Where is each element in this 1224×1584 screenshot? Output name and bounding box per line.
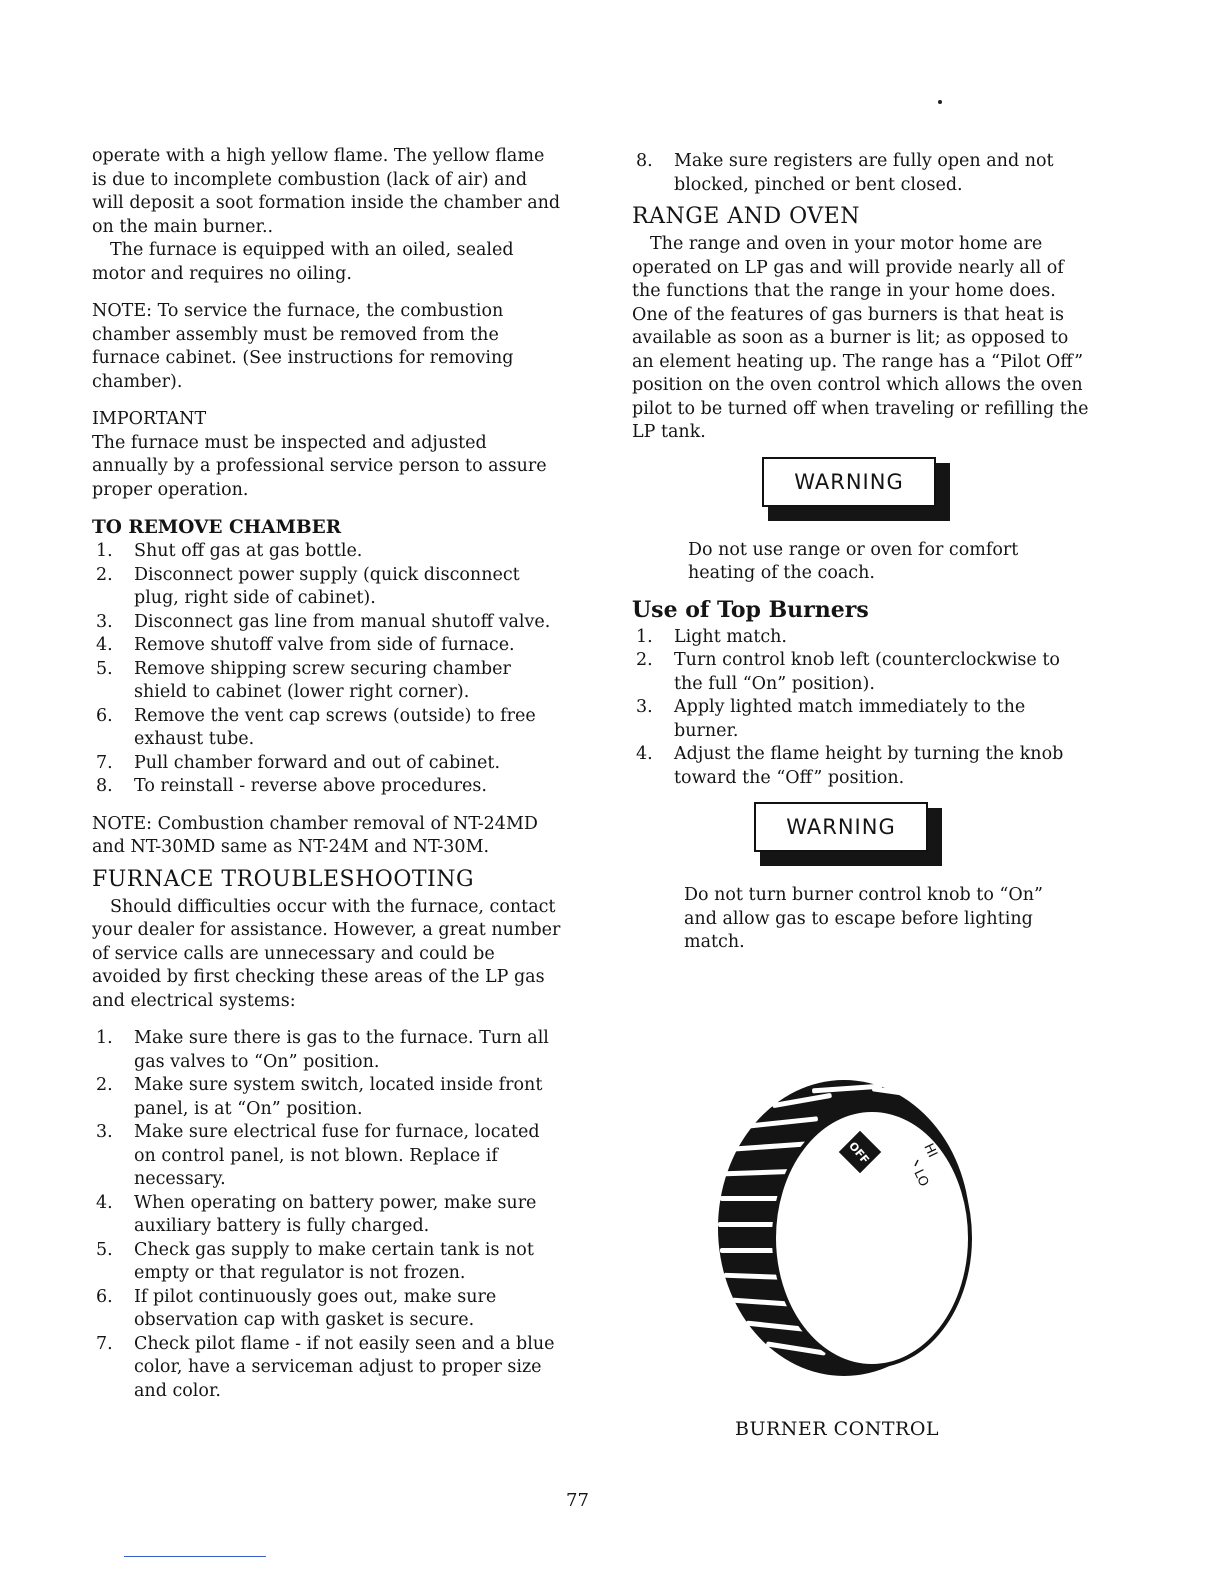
warning-gas-escape: Do not turn burner control knob to “On” and allow gas to escape before lighting match. bbox=[684, 885, 1043, 952]
troubleshooting-steps-continued bbox=[632, 150, 1094, 197]
list-item: 1. Make sure there is gas to the furnace. Turn all gas valves to “On” position. bbox=[96, 1028, 549, 1072]
knob-off-label: OFF bbox=[846, 1139, 872, 1167]
list-item: 7. Check pilot flame - if not easily seen and a blue color, have a serviceman adjust to proper size and color. bbox=[96, 1333, 555, 1401]
remove-chamber-heading: TO REMOVE CHAMBER bbox=[92, 517, 342, 538]
list-item: 2. Turn control knob left (counterclockwise to the full “On” position). bbox=[636, 650, 1060, 694]
warning-label: WARNING bbox=[754, 802, 928, 852]
list-item: 7. Pull chamber forward and out of cabinet. bbox=[96, 752, 501, 773]
list-item: 4. Remove shutoff valve from side of furnace. bbox=[96, 635, 515, 655]
scan-speck bbox=[938, 100, 942, 104]
knob-hi-label: HI bbox=[920, 1141, 940, 1161]
list-item: 1. Light match. bbox=[636, 626, 787, 647]
troubleshooting-steps bbox=[92, 1027, 562, 1403]
list-item: 5. Remove shipping screw securing chamber shield to cabinet (lower right corner). bbox=[96, 658, 511, 702]
top-burner-steps bbox=[632, 626, 1094, 791]
important-label: IMPORTANT bbox=[92, 409, 207, 429]
troubleshooting-intro: Should difficulties occur with the furnace, contact your dealer for assistance. However, a great number of service calls are unnecessary and could be avoided by first checking these areas of the LP gas and electrical systems: bbox=[92, 896, 561, 1011]
warning-label: WARNING bbox=[762, 457, 936, 507]
list-item: 3. Apply lighted match immediately to the burner. bbox=[636, 697, 1026, 741]
paragraph-yellow-flame: operate with a high yellow flame. The yellow flame is due to incomplete combustion (lack of air) and will deposit a soot formation inside the chamber and on the main burner.. bbox=[92, 146, 561, 237]
knob-lo-label: LO bbox=[910, 1167, 932, 1190]
list-item: 4. When operating on battery power, make sure auxiliary battery is fully charged. bbox=[96, 1192, 537, 1236]
note-model-numbers: NOTE: Combustion chamber removal of NT-24MD and NT-30MD same as NT-24M and NT-30M. bbox=[92, 813, 538, 857]
note-service-furnace: NOTE: To service the furnace, the combustion chamber assembly must be removed from the furnace cabinet. (See instructions for removing chamber). bbox=[92, 301, 514, 392]
troubleshooting-heading: FURNACE TROUBLESHOOTING bbox=[92, 866, 475, 892]
warning-box bbox=[754, 802, 944, 870]
top-burners-heading: Use of Top Burners bbox=[632, 596, 869, 623]
list-item: 8. Make sure registers are fully open and not blocked, pinched or bent closed. bbox=[636, 151, 1054, 195]
paragraph-motor: The furnace is equipped with an oiled, sealed motor and requires no oiling. bbox=[92, 240, 514, 284]
list-item: 4. Adjust the flame height by turning the knob toward the “Off” position. bbox=[636, 744, 1064, 788]
list-item: 3. Disconnect gas line from manual shutoff valve. bbox=[96, 611, 551, 632]
range-oven-heading: RANGE AND OVEN bbox=[632, 204, 860, 229]
list-item: 1. Shut off gas at gas bottle. bbox=[96, 541, 363, 561]
warning-box bbox=[762, 457, 952, 525]
right-column bbox=[632, 150, 1094, 955]
left-column bbox=[92, 145, 562, 1403]
range-oven-text: The range and oven in your motor home are operated on LP gas and will provide nearly all of the functions that the range in your home does. One of the features of gas burners is that heat is available as soon as a burner is lit; as opposed to an element heating up. The range has a “Pilot Off” position on the oven control which allows the oven pilot to be turned off when traveling or refilling the LP tank. bbox=[632, 234, 1089, 442]
list-item: 6. Remove the vent cap screws (outside) to free exhaust tube. bbox=[96, 705, 536, 749]
list-item: 2. Disconnect power supply (quick disconnect plug, right side of cabinet). bbox=[96, 564, 520, 608]
list-item: 3. Make sure electrical fuse for furnace, located on control panel, is not blown. Replace if necessary. bbox=[96, 1122, 540, 1189]
figure-caption: BURNER CONTROL bbox=[735, 1418, 940, 1440]
list-item: 2. Make sure system switch, located inside front panel, is at “On” position. bbox=[96, 1075, 543, 1119]
important-text: The furnace must be inspected and adjusted annually by a professional service person to assure proper operation. bbox=[92, 432, 547, 500]
list-item: 8. To reinstall - reverse above procedures. bbox=[96, 776, 487, 796]
list-item: 5. Check gas supply to make certain tank is not empty or that regulator is not frozen. bbox=[96, 1239, 534, 1283]
warning-shadow bbox=[768, 505, 950, 521]
page-number: 77 bbox=[566, 1490, 589, 1511]
warning-comfort-heating: Do not use range or oven for comfort heating of the coach. bbox=[688, 539, 1019, 583]
warning-shadow bbox=[760, 850, 942, 866]
footer-rule bbox=[124, 1556, 266, 1557]
remove-chamber-steps bbox=[92, 540, 562, 799]
burner-control-knob-illustration bbox=[712, 1068, 982, 1378]
list-item: 6. If pilot continuously goes out, make sure observation cap with gasket is secure. bbox=[96, 1286, 497, 1330]
